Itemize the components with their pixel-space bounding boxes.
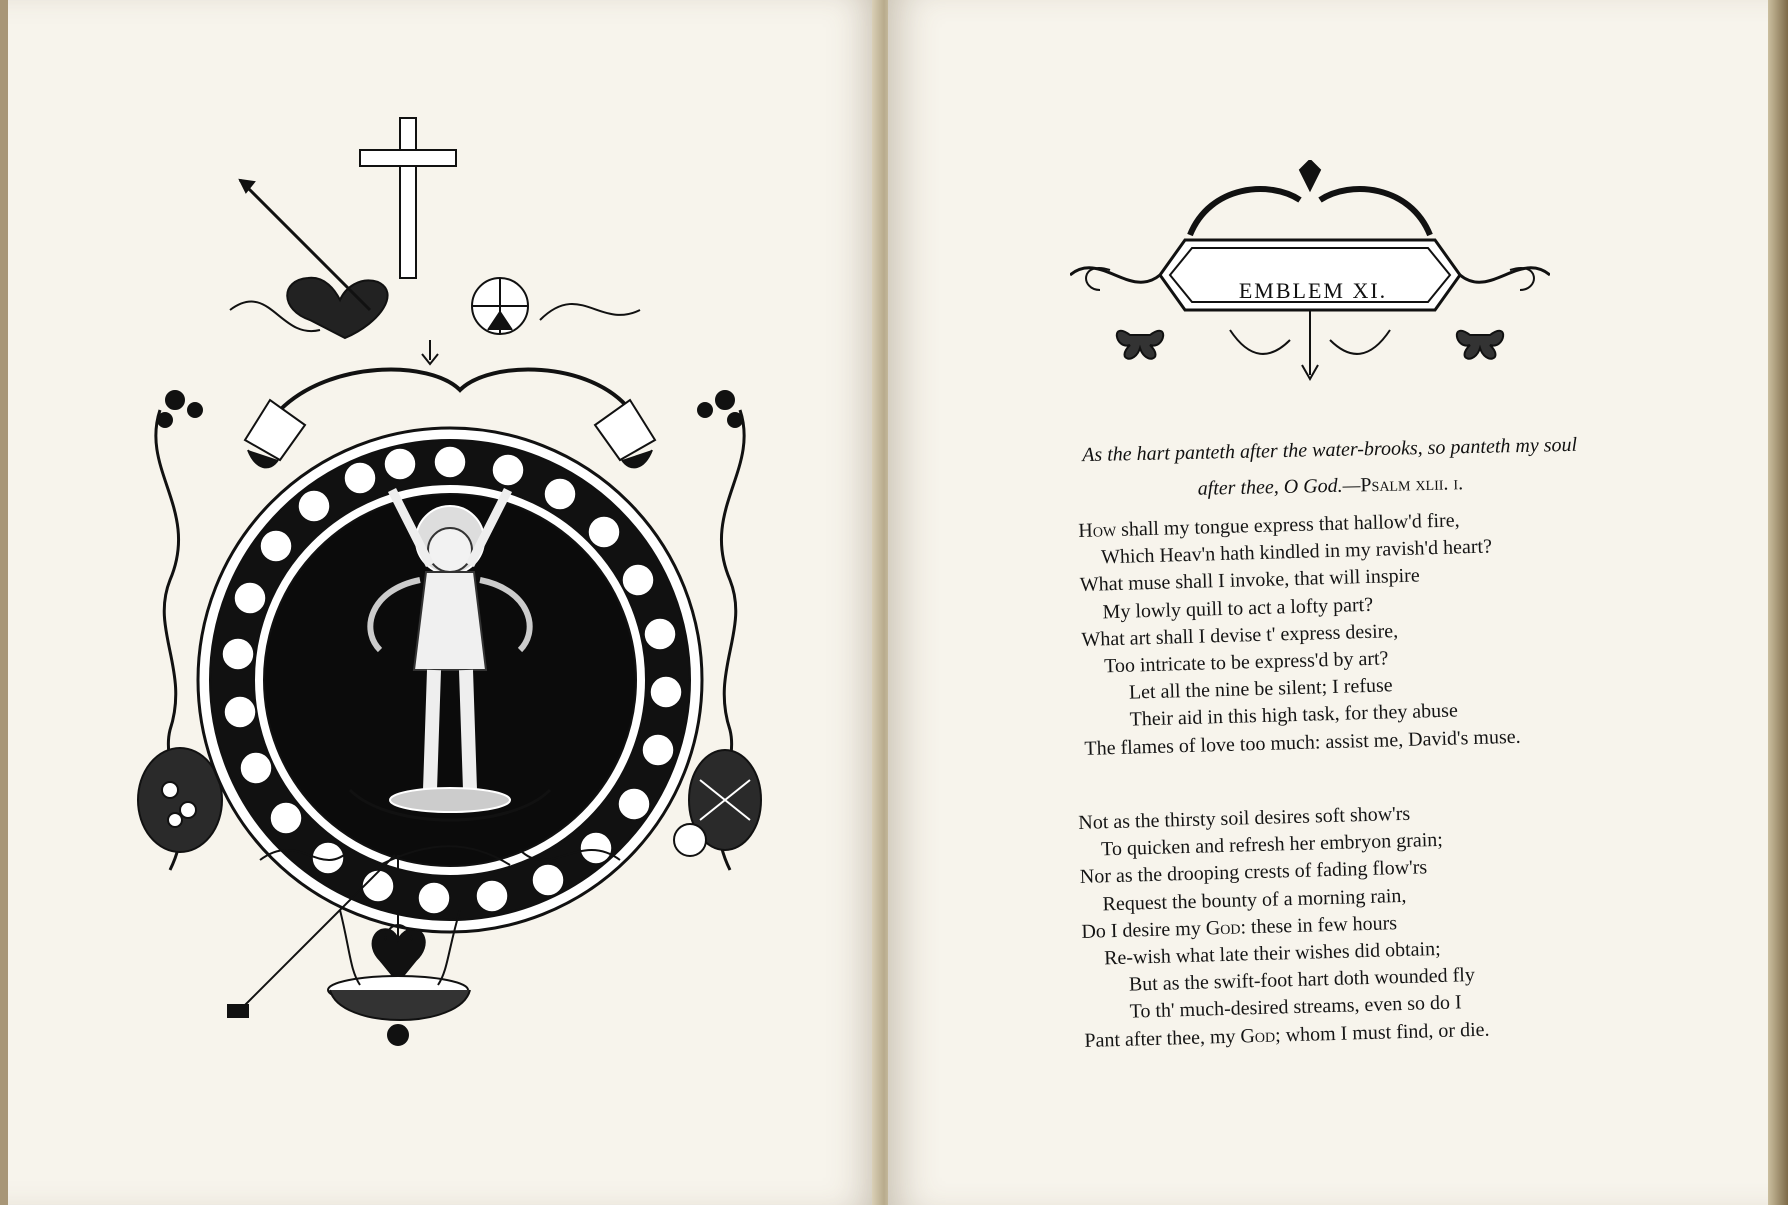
poem-line: What muse shall I invoke, that will inspire (1079, 564, 1420, 597)
cherub-medallion (198, 428, 702, 932)
poem-line: Nor as the drooping crests of fading flow'rs (1079, 856, 1428, 889)
poem-line: Their aid in this high task, for they abuse (1129, 699, 1459, 732)
grapes-icon (138, 748, 222, 852)
heart-icon (240, 180, 388, 338)
bell-icon (595, 400, 655, 467)
poem-line-text: : these in few hours (1240, 911, 1398, 939)
divine-name: God (1205, 916, 1241, 940)
poem-line: Re-wish what late their wishes did obtain; (1103, 937, 1441, 970)
poem-line: Too intricate to be express'd by art? (1103, 647, 1389, 678)
poem-line: To th' much-desired streams, even so do I (1129, 991, 1462, 1024)
bell-icon (245, 400, 305, 467)
butterfly-icon (1117, 331, 1163, 359)
emblem-engraving (130, 110, 770, 1070)
book-edge-left (0, 0, 8, 1205)
emblem-title: EMBLEM XI. (1238, 278, 1388, 303)
epigraph (1019, 426, 1640, 511)
poem-line: Let all the nine be silent; I refuse (1128, 674, 1393, 704)
divine-name: God (1240, 1024, 1276, 1048)
poem-line: Request the bounty of a morning rain, (1102, 884, 1407, 915)
butterfly-icon (1457, 331, 1503, 359)
epigraph-quote-line1: As the hart panteth after the water-brooks, so panteth my soul (1081, 433, 1578, 467)
poem-line: The flames of love too much: assist me, David's muse. (1084, 725, 1521, 760)
poem-line-text: Pant after thee, my (1084, 1025, 1241, 1052)
drop-word: How (1078, 518, 1117, 542)
cross-icon (360, 118, 456, 278)
poem-line-text: shall my tongue express that hallow'd fire, (1115, 509, 1460, 541)
epigraph-quote-line2: after thee, O God.— (1197, 474, 1361, 500)
poem-line: Which Heav'n hath kindled in my ravish'd heart? (1100, 535, 1493, 569)
poem-line-text: ; whom I must find, or die. (1274, 1018, 1490, 1047)
epigraph-reference: Psalm xlii. i. (1360, 472, 1464, 497)
stanza-2 (1078, 794, 1645, 1054)
book-edge-right (1768, 0, 1788, 1205)
poem-line: What art shall I devise t' express desire, (1081, 619, 1399, 651)
globe-icon (472, 278, 528, 334)
stanza-1 (1078, 502, 1645, 762)
poem-line-text: Do I desire my (1081, 917, 1207, 943)
poem-line: Not as the thirsty soil desires soft show'rs (1078, 802, 1411, 834)
poem-line: To quicken and refresh her embryon grain; (1100, 829, 1444, 861)
poem-line: My lowly quill to act a lofty part? (1102, 593, 1374, 623)
poem-line: But as the swift-foot hart doth wounded fly (1128, 964, 1476, 996)
